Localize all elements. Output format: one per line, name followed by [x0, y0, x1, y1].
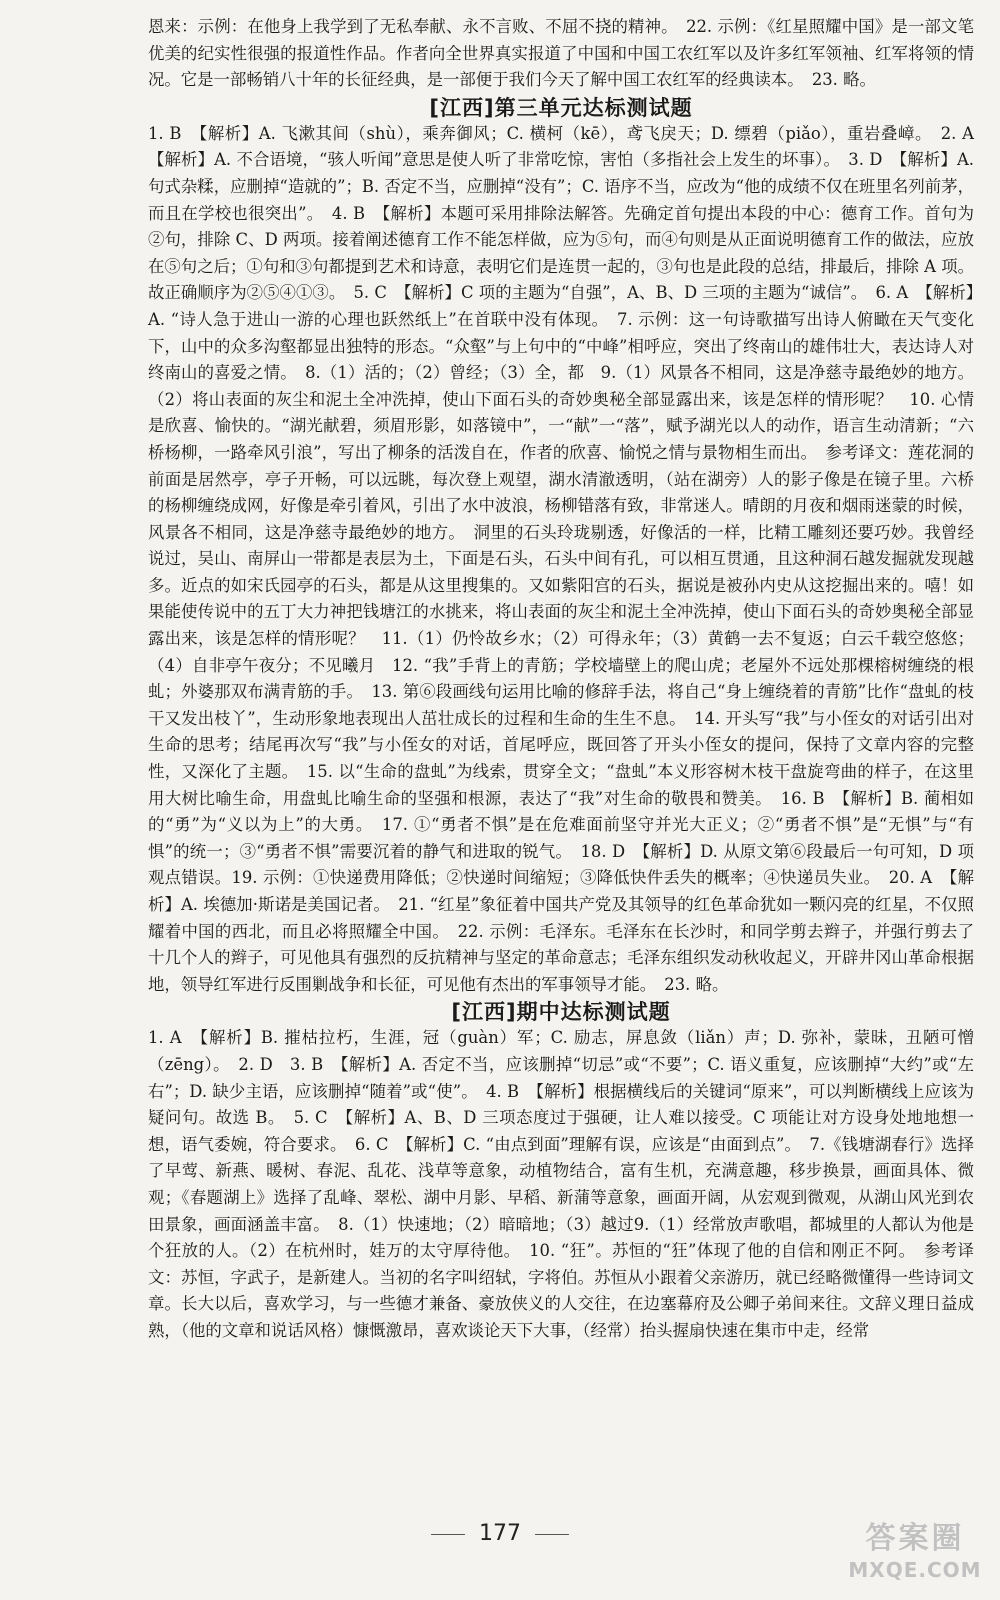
watermark-url-text: MXQE.COM [848, 1558, 982, 1582]
watermark-logo-text: 答案圈 [865, 1521, 965, 1556]
page-number-right-rule [535, 1534, 569, 1535]
site-watermark [840, 1520, 990, 1592]
top-answer-paragraph: 恩来：示例：在他身上我学到了无私奉献、永不言败、不屈不挠的精神。 22. 示例：《红星照耀中国》是一部文笔优美的纪实性很强的报道性作品。作者向全世界真实报道了中国和中国工农红军以及许多红军领袖、红军将领的情况。它是一部畅销八十年的长征经典，是一部便于我们今天了解中国工农红军的经典读本。 23. 略。 [148, 17, 974, 90]
midterm-test-heading: [江西]期中达标测试题 [451, 1000, 671, 1025]
midterm-answer-paragraph: 1. A 【解析】B. 摧枯拉朽，生涯，冠（guàn）军；C. 励志，屏息敛（liǎn）声；D. 弥补，蒙昧，丑陋可憎（zēng）。 2. D 3. B 【解析】A. 否定不当，应该删掉“切忌”或“不要”；C. 语义重复，应该删掉“大约”或“左右”；D. 缺少主语，应该删掉“随着”或“使”。 4. B 【解析】根据横线后的关键词“原来”，可以判断横线上应该为疑问句。故选 B。 5. C 【解析】A、B、D 三项态度过于强硬，让人难以接受。C 项能让对方设身处地地想一想，语气委婉，符合要求。 6. C 【解析】C. “由点到面”理解有误，应该是“由面到点”。 7.《钱塘湖春行》选择了早莺、新燕、暖树、春泥、乱花、浅草等意象，动植物结合，富有生机，充满意趣，移步换景，画面具体、微观；《春题湖上》选择了乱峰、翠松、湖中月影、早稻、新蒲等意象，画面开阔，从宏观到微观，从湖山风光到农田景象，画面涵盖丰富。 8.（1）快速地；（2）暗暗地；（3）越过9.（1）经常放声歌唱，都城里的人都认为他是个狂放的人。（2）在杭州时，娃万的太守厚待他。 10. “狂”。苏恒的“狂”体现了他的自信和刚正不阿。 参考译文：苏恒，字武子，是新建人。当初的名字叫绍轼，字将伯。苏恒从小跟着父亲游历，就已经略微懂得一些诗词文章。长大以后，喜欢学习，与一些德才兼备、豪放侠义的人交往，在边塞幕府及公卿子弟间来往。文辞义理日益成熟，（他的文章和说话风格）慷慨激昂，喜欢谈论天下大事，（经常）抬头握扇快速在集市中走，经常 [148, 1028, 974, 1340]
unit3-answer-paragraph: 1. B 【解析】A. 飞漱其间（shù），乘奔御风；C. 横柯（kē），鸢飞戾天；D. 缥碧（piǎo），重岩叠嶂。 2. A 【解析】A. 不合语境，“骇人听闻”意思是使人听了非常吃惊，害怕（多指社会上发生的坏事）。 3. D 【解析】A. 句式杂糅，应删掉“造就的”；B. 否定不当，应删掉“没有”；C. 语序不当，应改为“他的成绩不仅在班里名列前茅，而且在学校也很突出”。 4. B 【解析】本题可采用排除法解答。先确定首句提出本段的中心：德育工作。首句为②句，排除 C、D 两项。接着阐述德育工作不能怎样做，应为⑤句，而④句则是从正面说明德育工作的做法，应放在⑤句之后；①句和③句都提到艺术和诗意，表明它们是连贯一起的，③句也是此段的总结，排最后，排除 A 项。故正确顺序为②⑤④①③。 5. C 【解析】C 项的主题为“自强”，A、B、D 三项的主题为“诚信”。 6. A 【解析】A. “诗人急于进山一游的心理也跃然纸上”在首联中没有体现。 7. 示例：这一句诗歌描写出诗人俯瞰在天气变化下，山中的众多沟壑都显出独特的形态。“众壑”与上句中的“中峰”相呼应，突出了终南山的雄伟壮大，表达诗人对终南山的喜爱之情。 8.（1）活的；（2）曾经；（3）全，都 9.（1）风景各不相同，这是净慈寺最绝妙的地方。（2）将山表面的灰尘和泥土全冲洗掉，使山下面石头的奇妙奥秘全部显露出来，该是怎样的情形呢？ 10. 心情是欣喜、愉快的。“湖光献碧，须眉形影，如落镜中”，一“献”一“落”，赋予湖光以人的动作，语言生动清新；“六桥杨柳，一路牵风引浪”，写出了柳条的活泼自在，作者的欣喜、愉悦之情与景物相生而出。 参考译文：莲花洞的前面是居然亭，亭子开畅，可以远眺，每次登上观望，湖水清澈透明，（站在湖旁）人的影子像是在镜子里。六桥的杨柳缠绕成网，好像是牵引着风，引出了水中波浪，杨柳错落有致，非常迷人。晴朗的月夜和烟雨迷蒙的时候，风景各不相同，这是净慈寺最绝妙的地方。 洞里的石头玲珑剔透，好像活的一样，比精工雕刻还要巧妙。我曾经说过，吴山、南屏山一带都是表层为土，下面是石头，石头中间有孔，可以相互贯通，且这种洞石越发掘就发现越多。近点的如宋氏园亭的石头，都是从这里搜集的。又如紫阳宫的石头，据说是被孙内史从这挖掘出来的。嘻！如果能使传说中的五丁大力神把钱塘江的水挑来，将山表面的灰尘和泥土全冲洗掉，使山下面石头的奇妙奥秘全部显露出来，该是怎样的情形呢？ 11.（1）仍怜故乡水；（2）可得永年；（3）黄鹤一去不复返；白云千载空悠悠；（4）自非亭午夜分；不见曦月 12. “我”手背上的青筋；学校墙壁上的爬山虎；老屋外不远处那棵榕树缠绕的根虬；外婆那双布满青筋的手。 13. 第⑥段画线句运用比喻的修辞手法，将自己“身上缠绕着的青筋”比作“盘虬的枝干又发出枝丫”，生动形象地表现出人茁壮成长的过程和生命的生生不息。 14. 开头写“我”与小侄女的对话引出对生命的思考；结尾再次写“我”与小侄女的对话，首尾呼应，既回答了开头小侄女的提问，保持了文章内容的完整性，又深化了主题。 15. 以“生命的盘虬”为线索，贯穿全文；“盘虬”本义形容树木枝干盘旋弯曲的样子，在这里用大树比喻生命，用盘虬比喻生命的坚强和根源，表达了“我”对生命的敬畏和赞美。 16. B 【解析】B. 蔺相如的“勇”为“义以为上”的大勇。 17. ①“勇者不惧”是在危难面前坚守并光大正义；②“勇者不惧”是“无惧”与“有惧”的统一；③“勇者不惧”需要沉着的静气和进取的锐气。 18. D 【解析】D. 从原文第⑥段最后一句可知，D 项观点错误。19. 示例：①快递费用降低；②快递时间缩短；③降低快件丢失的概率；④快递员失业。 20. A 【解析】A. 埃德加·斯诺是美国记者。 21. “红星”象征着中国共产党及其领导的红色革命犹如一颗闪亮的红星，不仅照耀着中国的西北，而且必将照耀全中国。 22. 示例：毛泽东。毛泽东在长沙时，和同学剪去辫子，并强行剪去了十几个人的辫子，可见他具有强烈的反抗精神与坚定的革命意志；毛泽东组织发动秋收起义，开辟井冈山革命根据地，领导红军进行反围剿战争和长征，可见他有杰出的军事领导才能。 23. 略。 [148, 123, 991, 994]
page-number-left-rule [431, 1534, 465, 1535]
unit3-test-heading: [江西]第三单元达标测试题 [429, 95, 693, 120]
page-number-text: 177 [479, 1521, 521, 1546]
